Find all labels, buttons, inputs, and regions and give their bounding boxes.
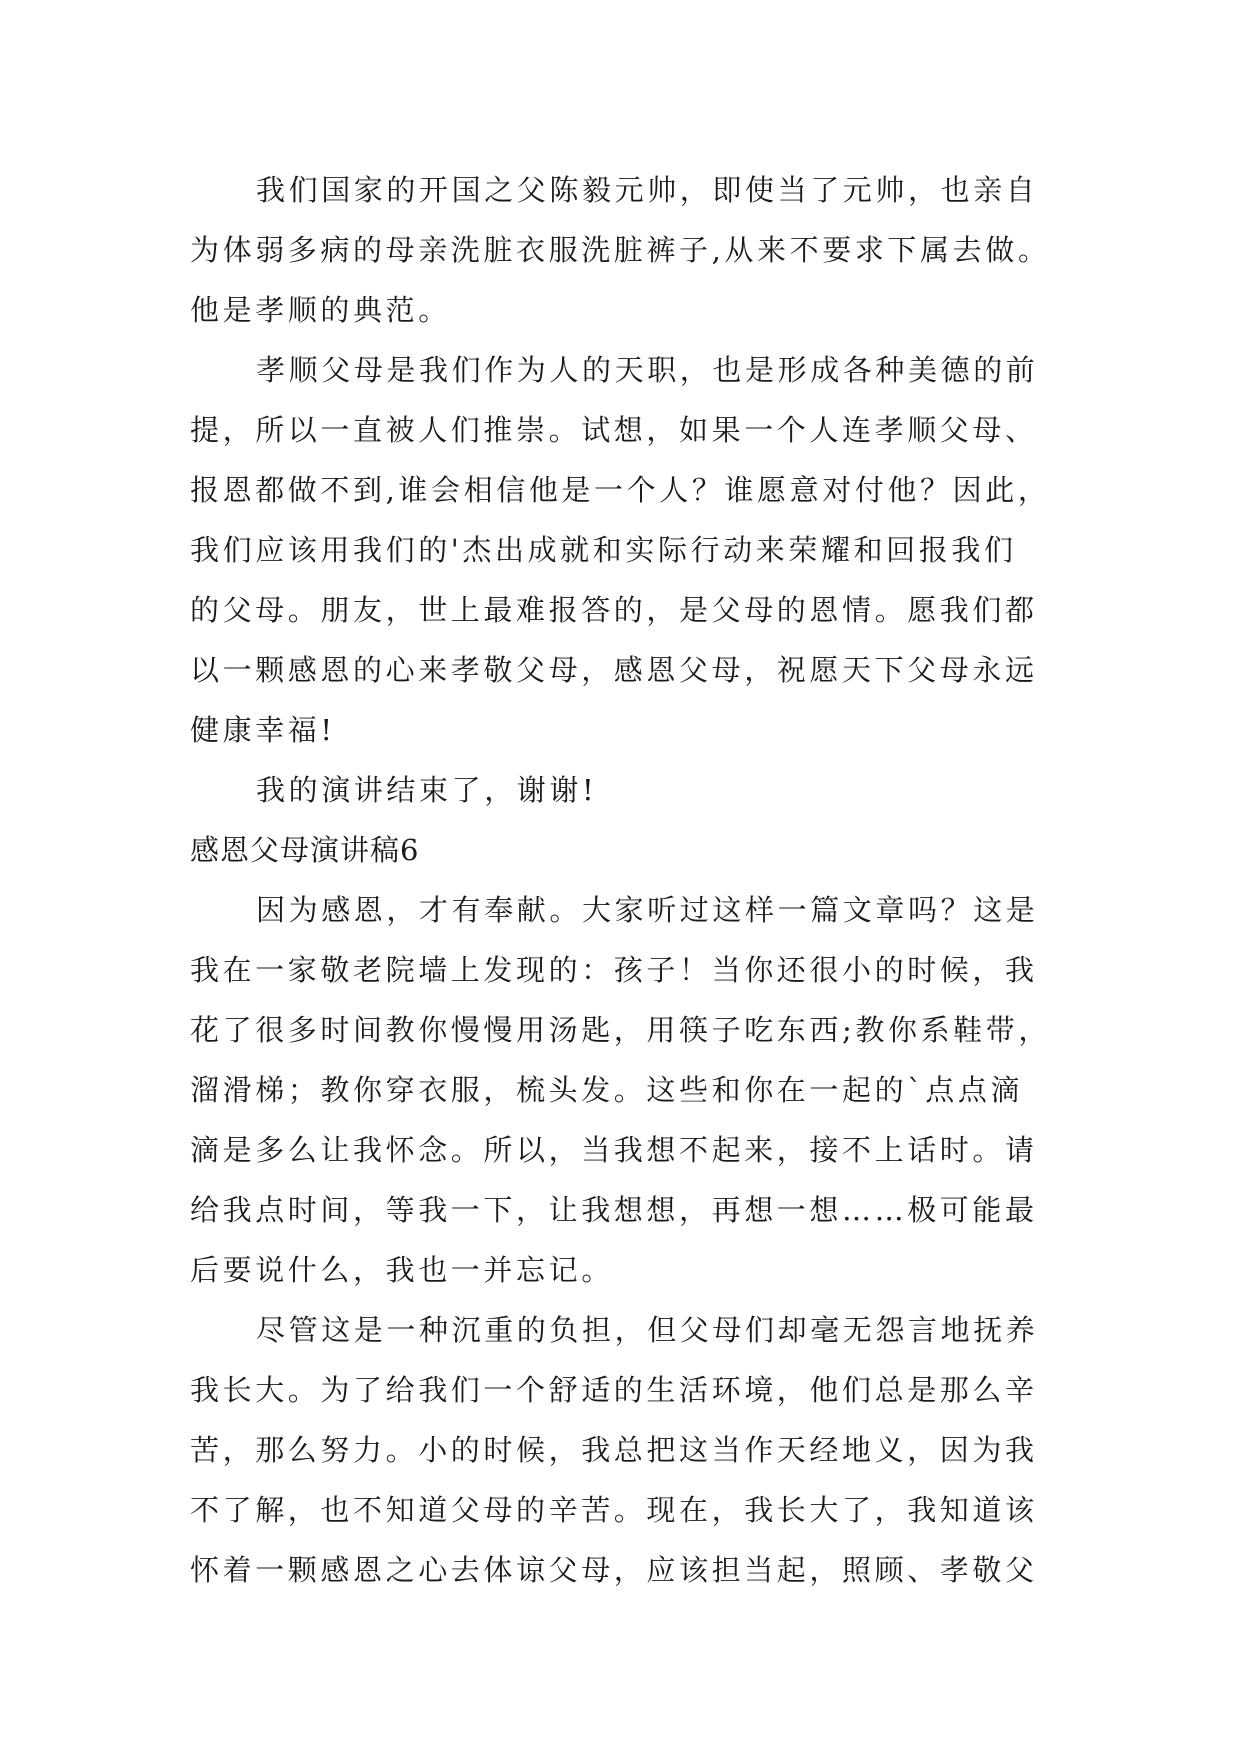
paragraph-line: 他是孝顺的典范。	[190, 293, 451, 327]
paragraph-line: 苦，那么努力。小的时候，我总把这当作天经地义，因为我	[190, 1433, 1038, 1467]
paragraph-line: 尽管这是一种沉重的负担，但父母们却毫无怨言地抚养	[256, 1313, 1039, 1347]
paragraph-line: 提，所以一直被人们推崇。试想，如果一个人连孝顺父母、	[190, 413, 1038, 447]
paragraph-line: 我们应该用我们的'杰出成就和实际行动来荣耀和回报我们	[190, 533, 1017, 567]
paragraph-line: 不了解，也不知道父母的辛苦。现在，我长大了，我知道该	[190, 1493, 1038, 1527]
paragraph-line: 花了很多时间教你慢慢用汤匙，用筷子吃东西;教你系鞋带，	[190, 1013, 1051, 1047]
paragraph-line: 我长大。为了给我们一个舒适的生活环境，他们总是那么辛	[190, 1373, 1038, 1407]
paragraph-line: 为体弱多病的母亲洗脏衣服洗脏裤子,从来不要求下属去做。	[190, 233, 1051, 267]
paragraph-line: 以一颗感恩的心来孝敬父母，感恩父母，祝愿天下父母永远	[190, 653, 1038, 687]
paragraph-line: 因为感恩，才有奉献。大家听过这样一篇文章吗？这是	[256, 893, 1039, 927]
paragraph-line: 溜滑梯；教你穿衣服，梳头发。这些和你在一起的`点点滴	[190, 1073, 1024, 1107]
paragraph-line: 健康幸福!	[190, 713, 336, 747]
paragraph-line: 怀着一颗感恩之心去体谅父母，应该担当起，照顾、孝敬父	[190, 1553, 1038, 1587]
section-heading: 感恩父母演讲稿6	[190, 833, 420, 867]
document-body	[190, 160, 1090, 1600]
paragraph-line: 孝顺父母是我们作为人的天职，也是形成各种美德的前	[256, 353, 1039, 387]
paragraph-line: 报恩都做不到,谁会相信他是一个人？谁愿意对付他？因此，	[190, 473, 1051, 507]
paragraph-line: 滴是多么让我怀念。所以，当我想不起来，接不上话时。请	[190, 1133, 1038, 1167]
paragraph-line: 后要说什么，我也一并忘记。	[190, 1253, 614, 1287]
paragraph-line: 我在一家敬老院墙上发现的：孩子！当你还很小的时候，我	[190, 953, 1038, 987]
paragraph-line: 给我点时间，等我一下，让我想想，再想一想……极可能最	[190, 1193, 1038, 1227]
paragraph-line: 的父母。朋友，世上最难报答的，是父母的恩情。愿我们都	[190, 593, 1038, 627]
paragraph-line: 我们国家的开国之父陈毅元帅，即使当了元帅，也亲自	[256, 173, 1039, 207]
paragraph-line: 我的演讲结束了，谢谢!	[256, 773, 598, 807]
